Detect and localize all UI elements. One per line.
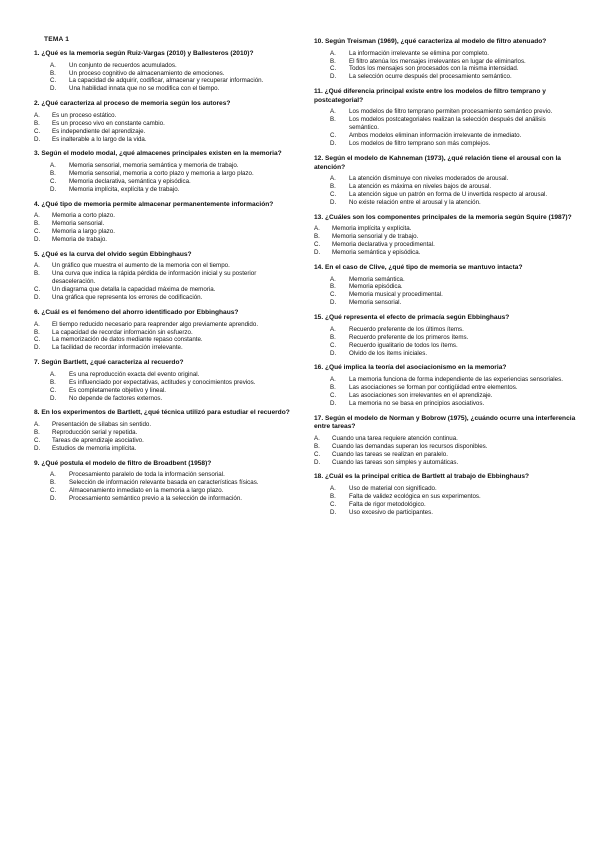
answer-option xyxy=(314,58,576,66)
option-letter: A. xyxy=(314,434,320,442)
option-text: La capacidad de recordar información sin esfuerzo. xyxy=(52,328,193,336)
option-letter: B. xyxy=(330,492,336,500)
option-text: La capacidad de adquirir, codificar, almacenar y recuperar información. xyxy=(69,77,264,85)
option-text: Una gráfica que representa los errores de codificación. xyxy=(52,294,203,302)
question-block xyxy=(34,309,296,352)
option-text: La facilidad de recordar información irrelevante. xyxy=(52,344,183,352)
option-letter: A. xyxy=(330,175,336,183)
option-letter: D. xyxy=(314,249,321,257)
left-column xyxy=(34,36,296,510)
option-text: Memoria implícita y explícita. xyxy=(332,225,412,233)
option-text: Memoria semántica y episódica. xyxy=(332,249,421,257)
option-letter: B. xyxy=(50,69,56,77)
option-text: Es una reproducción exacta del evento original. xyxy=(69,370,200,378)
answer-option xyxy=(34,212,296,220)
answer-option xyxy=(314,140,576,148)
question-text: 5. ¿Qué es la curva del olvido según Ebbinghaus? xyxy=(34,250,192,258)
option-letter: A. xyxy=(34,262,40,270)
answer-option xyxy=(34,128,296,136)
option-letter: B. xyxy=(330,333,336,341)
question-text: 2. ¿Qué caracteriza al proceso de memoria según los autores? xyxy=(34,100,231,108)
option-text: Un conjunto de recuerdos acumulados. xyxy=(69,61,177,69)
question-block xyxy=(34,201,296,244)
option-letter: D. xyxy=(330,508,337,516)
option-text: Almacenamiento inmediato en la memoria a largo plazo. xyxy=(69,487,224,495)
option-text: Memoria declarativa y procedimental. xyxy=(332,241,435,249)
answer-option xyxy=(314,50,576,58)
option-text: Es independiente del aprendizaje. xyxy=(52,127,146,135)
answer-option xyxy=(314,493,576,501)
option-letter: C. xyxy=(50,487,57,495)
question-text: 17. Según el modelo de Norman y Bobrow (1975), ¿cuándo ocurre una interferencia entre tareas? xyxy=(314,414,576,431)
option-list xyxy=(314,376,576,408)
answer-option xyxy=(34,162,296,170)
option-text: Todos los mensajes son procesados con la misma intensidad. xyxy=(349,65,519,73)
option-text: Memoria sensorial, memoria a corto plazo y memoria a largo plazo. xyxy=(69,169,254,177)
option-text: Recuerdo preferente de los primeros ítems. xyxy=(349,333,469,341)
question-block xyxy=(34,409,296,452)
option-text: Uso excesivo de participantes. xyxy=(349,508,433,516)
option-text: Memoria a largo plazo. xyxy=(52,228,115,236)
answer-option xyxy=(34,379,296,387)
option-text: Memoria musical y procedimental. xyxy=(349,291,443,299)
answer-option xyxy=(314,384,576,392)
option-letter: B. xyxy=(330,183,336,191)
option-text: Falta de rigor metodológico. xyxy=(349,500,426,508)
question-block xyxy=(34,359,296,402)
answer-option xyxy=(34,437,296,445)
option-letter: A. xyxy=(330,376,336,383)
option-text: Selección de información relevante basada en características físicas. xyxy=(69,479,259,487)
option-letter: A. xyxy=(50,471,56,479)
answer-option xyxy=(314,485,576,493)
answer-option xyxy=(314,299,576,307)
answer-option xyxy=(314,108,576,116)
answer-option xyxy=(314,459,576,467)
answer-option xyxy=(314,435,576,443)
option-list xyxy=(314,326,576,358)
option-letter: C. xyxy=(34,436,41,444)
option-text: Memoria sensorial. xyxy=(52,220,105,228)
option-text: La memoria funciona de forma independiente de las experiencias sensoriales. xyxy=(349,376,563,383)
answer-option xyxy=(314,334,576,342)
option-letter: B. xyxy=(34,270,40,278)
option-letter: A. xyxy=(50,162,56,170)
option-letter: A. xyxy=(330,275,336,283)
option-letter: D. xyxy=(50,394,57,402)
option-text: No depende de factores externos. xyxy=(69,394,163,402)
option-list xyxy=(314,485,576,517)
answer-option xyxy=(314,183,576,191)
option-text: Los modelos postcategoriales realizan la selección después del análisis semántico. xyxy=(349,116,546,132)
answer-option xyxy=(314,191,576,199)
answer-option xyxy=(34,495,296,503)
option-letter: C. xyxy=(330,341,337,349)
answer-option xyxy=(314,443,576,451)
answer-option xyxy=(314,376,576,384)
question-block xyxy=(34,150,296,193)
question-text: 11. ¿Qué diferencia principal existe entre los modelos de filtro temprano y postcategorial? xyxy=(314,88,546,104)
option-list xyxy=(314,435,576,467)
answer-option xyxy=(34,344,296,352)
option-text: Es inalterable a lo largo de la vida. xyxy=(52,135,147,143)
option-list xyxy=(34,421,296,453)
option-letter: B. xyxy=(34,220,40,228)
answer-option xyxy=(34,387,296,395)
option-letter: B. xyxy=(50,479,56,487)
option-letter: D. xyxy=(34,135,41,143)
answer-option xyxy=(314,233,576,241)
option-text: Memoria sensorial. xyxy=(349,299,402,307)
option-text: Las asociaciones son irrelevantes en el aprendizaje. xyxy=(349,391,493,399)
option-list xyxy=(314,50,576,82)
answer-option xyxy=(314,175,576,183)
answer-option xyxy=(34,321,296,329)
option-text: Las asociaciones se forman por contigüidad entre elementos. xyxy=(349,383,518,391)
option-text: Memoria semántica. xyxy=(349,275,405,283)
option-letter: C. xyxy=(34,228,41,236)
option-text: Recuerdo igualitario de todos los ítems. xyxy=(349,341,458,349)
option-list xyxy=(34,321,296,353)
option-letter: C. xyxy=(330,65,337,73)
answer-option xyxy=(314,291,576,299)
option-text: Un proceso cognitivo de almacenamiento de emociones. xyxy=(69,69,225,77)
option-letter: A. xyxy=(34,421,40,429)
question-block xyxy=(34,251,296,302)
option-text: Ambos modelos eliminan información irrelevante de inmediato. xyxy=(349,132,522,140)
option-text: Los modelos de filtro temprano permiten procesamiento semántico previo. xyxy=(349,108,553,116)
question-text: 15. ¿Qué representa el efecto de primacía según Ebbinghaus? xyxy=(314,314,510,322)
option-text: Cuando las demandas superan los recursos disponibles. xyxy=(332,442,488,450)
option-letter: D. xyxy=(314,458,321,466)
option-text: Presentación de sílabas sin sentido. xyxy=(52,421,152,429)
option-text: Memoria sensorial, memoria semántica y memoria de trabajo. xyxy=(69,162,239,170)
option-letter: A. xyxy=(330,485,336,493)
answer-option xyxy=(314,116,576,132)
answer-option xyxy=(34,286,296,294)
question-text: 8. En los experimentos de Bartlett, ¿qué técnica utilizó para estudiar el recuerdo? xyxy=(34,409,290,417)
option-letter: B. xyxy=(50,378,56,386)
answer-option xyxy=(314,350,576,358)
question-text: 14. En el caso de Clive, ¿qué tipo de memoria se mantuvo intacta? xyxy=(314,263,523,271)
answer-option xyxy=(314,241,576,249)
question-block xyxy=(34,100,296,143)
option-text: Reproducción serial y repetida. xyxy=(52,428,138,436)
option-letter: C. xyxy=(314,241,321,249)
question-text: 10. Según Treisman (1969), ¿qué caracteriza al modelo de filtro atenuado? xyxy=(314,38,547,45)
option-text: Memoria sensorial y de trabajo. xyxy=(332,233,419,241)
option-letter: D. xyxy=(50,185,57,193)
option-text: Memoria a corto plazo. xyxy=(52,212,115,220)
answer-option xyxy=(314,400,576,408)
option-letter: D. xyxy=(50,85,57,93)
question-block xyxy=(314,364,576,407)
option-letter: C. xyxy=(50,386,57,394)
question-text: 18. ¿Cuál es la principal crítica de Bartlett al trabajo de Ebbinghaus? xyxy=(314,473,530,481)
option-letter: D. xyxy=(330,349,337,357)
answer-option xyxy=(314,132,576,140)
option-letter: B. xyxy=(330,283,336,291)
answer-option xyxy=(34,236,296,244)
question-block xyxy=(314,473,576,516)
answer-option xyxy=(314,326,576,334)
option-letter: B. xyxy=(330,383,336,391)
answer-option xyxy=(314,276,576,284)
option-letter: A. xyxy=(34,212,40,220)
answer-option xyxy=(34,395,296,403)
option-text: Uso de material con significado. xyxy=(349,485,437,493)
option-letter: D. xyxy=(330,299,337,307)
answer-option xyxy=(34,479,296,487)
question-block xyxy=(314,88,576,148)
option-text: Olvido de los ítems iniciales. xyxy=(349,349,428,357)
option-letter: B. xyxy=(314,442,320,450)
option-letter: A. xyxy=(50,61,56,69)
option-letter: A. xyxy=(330,108,336,116)
option-text: Estudios de memoria implícita. xyxy=(52,444,137,452)
option-letter: C. xyxy=(330,291,337,299)
answer-option xyxy=(34,294,296,302)
option-letter: B. xyxy=(34,328,40,336)
answer-option xyxy=(34,112,296,120)
option-text: Una curva que indica la rápida pérdida de información inicial y su posterior desaceleración. xyxy=(52,270,257,286)
answer-option xyxy=(314,509,576,517)
answer-option xyxy=(34,487,296,495)
option-list xyxy=(34,162,296,194)
option-text: La memorización de datos mediante repaso constante. xyxy=(52,336,203,344)
option-letter: B. xyxy=(330,116,336,124)
option-letter: C. xyxy=(330,132,337,140)
option-letter: C. xyxy=(50,177,57,185)
answer-option xyxy=(314,199,576,207)
question-text: 1. ¿Qué es la memoria según Ruiz-Vargas (2010) y Ballesteros (2010)? xyxy=(34,50,254,57)
answer-option xyxy=(34,262,296,270)
option-text: La memoria no se basa en principios asociativos. xyxy=(349,399,485,407)
option-letter: D. xyxy=(330,140,337,148)
answer-option xyxy=(34,421,296,429)
option-text: No existe relación entre el arousal y la atención. xyxy=(349,198,481,206)
option-list xyxy=(314,175,576,207)
option-list xyxy=(314,276,576,308)
option-letter: A. xyxy=(34,111,40,119)
option-text: Un gráfico que muestra el aumento de la memoria con el tiempo. xyxy=(52,262,230,270)
answer-option xyxy=(34,186,296,194)
answer-option xyxy=(34,220,296,228)
option-letter: B. xyxy=(50,169,56,177)
option-letter: C. xyxy=(50,77,57,85)
option-letter: D. xyxy=(330,399,337,407)
option-list xyxy=(314,225,576,257)
option-letter: D. xyxy=(50,494,57,502)
option-letter: C. xyxy=(34,286,41,294)
answer-option xyxy=(34,62,296,70)
option-text: La atención disminuye con niveles moderados de arousal. xyxy=(349,175,509,183)
option-letter: D. xyxy=(330,198,337,206)
question-block xyxy=(314,214,576,257)
option-letter: C. xyxy=(330,190,337,198)
option-letter: C. xyxy=(330,391,337,399)
question-text: 12. Según el modelo de Kahneman (1973), ¿qué relación tiene el arousal con la atención? xyxy=(314,154,561,171)
answer-option xyxy=(34,178,296,186)
question-block xyxy=(314,38,576,81)
option-letter: A. xyxy=(330,49,336,57)
option-letter: B. xyxy=(34,428,40,436)
answer-option xyxy=(314,73,576,81)
option-text: El tiempo reducido necesario para reaprender algo previamente aprendido. xyxy=(52,320,259,328)
option-text: La atención sigue un patrón en forma de U invertida respecto al arousal. xyxy=(349,190,548,198)
option-text: Falta de validez ecológica en sus experimentos. xyxy=(349,492,481,500)
question-text: 3. Según el modelo modal, ¿qué almacenes principales existen en la memoria? xyxy=(34,150,282,158)
option-text: Los modelos de filtro temprano son más complejos. xyxy=(349,140,491,148)
question-text: 6. ¿Cuál es el fenómeno del ahorro identificado por Ebbinghaus? xyxy=(34,309,239,316)
answer-option xyxy=(34,70,296,78)
option-letter: A. xyxy=(34,320,40,328)
option-text: Es influenciado por expectativas, actitudes y conocimientos previos. xyxy=(69,378,256,386)
question-block xyxy=(314,314,576,357)
answer-option xyxy=(34,77,296,85)
option-letter: B. xyxy=(330,57,336,65)
answer-option xyxy=(34,329,296,337)
answer-option xyxy=(34,120,296,128)
question-text: 9. ¿Qué postula el modelo de filtro de Broadbent (1958)? xyxy=(34,459,212,467)
question-block xyxy=(314,155,576,207)
option-letter: A. xyxy=(314,225,320,233)
right-column xyxy=(314,38,576,524)
option-text: Memoria episódica. xyxy=(349,283,403,291)
option-letter: C. xyxy=(34,336,41,344)
answer-option xyxy=(34,170,296,178)
question-block xyxy=(34,50,296,93)
option-list xyxy=(34,212,296,244)
answer-option xyxy=(34,429,296,437)
question-block xyxy=(34,460,296,503)
option-list xyxy=(314,108,576,148)
option-letter: A. xyxy=(330,325,336,333)
option-letter: A. xyxy=(50,370,56,378)
option-text: La información irrelevante se elimina por completo. xyxy=(349,49,489,57)
option-text: Es un proceso vivo en constante cambio. xyxy=(52,119,165,127)
option-letter: C. xyxy=(330,500,337,508)
answer-option xyxy=(34,270,296,286)
option-text: Tareas de aprendizaje asociativo. xyxy=(52,436,144,444)
answer-option xyxy=(314,342,576,350)
option-letter: C. xyxy=(34,127,41,135)
answer-option xyxy=(34,136,296,144)
question-text: 4. ¿Qué tipo de memoria permite almacenar permanentemente información? xyxy=(34,200,274,208)
answer-option xyxy=(34,371,296,379)
option-text: Es un proceso estático. xyxy=(52,111,117,119)
option-text: Memoria declarativa, semántica y episódica. xyxy=(69,177,191,185)
answer-option xyxy=(34,336,296,344)
answer-option xyxy=(314,225,576,233)
option-letter: D. xyxy=(34,444,41,452)
option-text: Cuando las tareas se realizan en paralelo. xyxy=(332,450,448,458)
option-letter: B. xyxy=(314,233,320,241)
question-text: 13. ¿Cuáles son los componentes principales de la memoria según Squire (1987)? xyxy=(314,213,572,221)
option-list xyxy=(34,62,296,94)
option-letter: D. xyxy=(34,344,41,352)
answer-option xyxy=(314,501,576,509)
option-text: Memoria implícita, explícita y de trabajo. xyxy=(69,185,180,193)
option-letter: C. xyxy=(314,450,321,458)
option-text: Una habilidad innata que no se modifica con el tiempo. xyxy=(69,85,220,93)
option-text: El filtro atenúa los mensajes irrelevantes en lugar de eliminarlos. xyxy=(349,57,526,65)
question-text: 16. ¿Qué implica la teoría del asociacionismo en la memoria? xyxy=(314,364,507,372)
option-text: Procesamiento paralelo de toda la información sensorial. xyxy=(69,471,225,479)
answer-option xyxy=(34,228,296,236)
option-text: Procesamiento semántico previo a la selección de información. xyxy=(69,494,242,502)
option-letter: D. xyxy=(34,294,41,302)
option-text: La atención es máxima en niveles bajos de arousal. xyxy=(349,183,492,191)
answer-option xyxy=(314,451,576,459)
question-block xyxy=(314,415,576,467)
section-title: TEMA 1 xyxy=(44,36,70,43)
option-letter: D. xyxy=(34,235,41,243)
answer-option xyxy=(34,445,296,453)
option-text: La selección ocurre después del procesamiento semántico. xyxy=(349,73,512,81)
option-list xyxy=(34,471,296,503)
question-text: 7. Según Bartlett, ¿qué caracteriza al recuerdo? xyxy=(34,359,184,367)
option-text: Es completamente objetivo y lineal. xyxy=(69,386,166,394)
option-text: Memoria de trabajo. xyxy=(52,235,108,243)
answer-option xyxy=(314,249,576,257)
option-letter: D. xyxy=(330,73,337,81)
answer-option xyxy=(314,65,576,73)
option-text: Un diagrama que detalla la capacidad máxima de memoria. xyxy=(52,286,216,294)
option-text: Cuando una tarea requiere atención continua. xyxy=(332,434,458,442)
answer-option xyxy=(34,471,296,479)
option-letter: B. xyxy=(34,119,40,127)
option-list xyxy=(34,262,296,302)
question-block xyxy=(314,264,576,307)
option-list xyxy=(34,112,296,144)
answer-option xyxy=(314,283,576,291)
option-text: Recuerdo preferente de los últimos ítems. xyxy=(349,325,464,333)
option-text: Cuando las tareas son simples y automáticas. xyxy=(332,458,459,466)
answer-option xyxy=(34,85,296,93)
answer-option xyxy=(314,392,576,400)
option-list xyxy=(34,371,296,403)
